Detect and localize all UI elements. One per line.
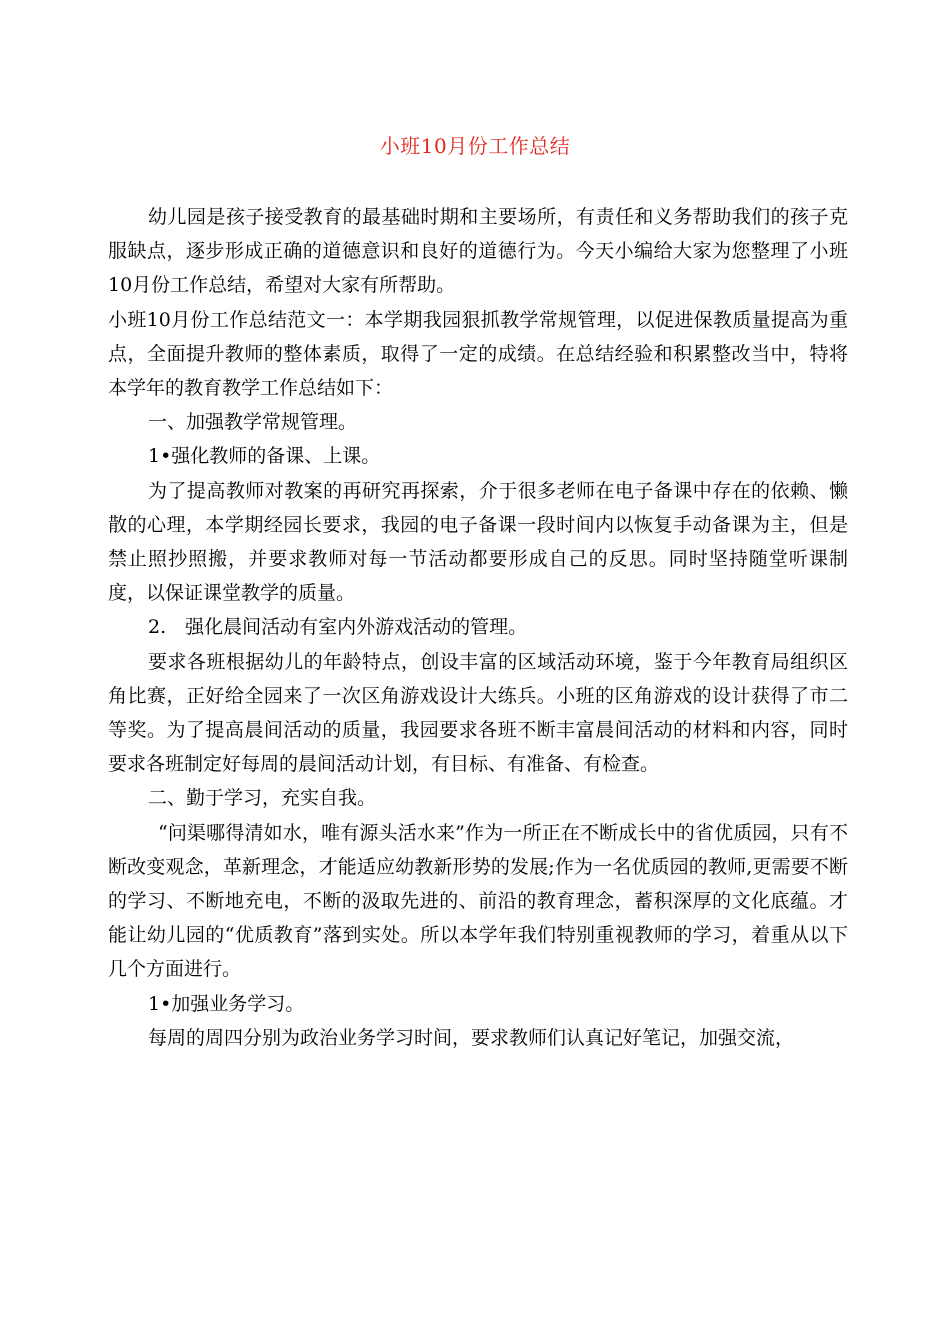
subheading-1-1: 1•强化教师的备课、上课。: [148, 445, 381, 468]
subheading-1-2: 2. 强化晨间活动有室内外游戏活动的管理。: [148, 616, 528, 639]
intro-paragraph: 幼儿园是孩子接受教育的最基础时期和主要场所，有责任和义务帮助我们的孩子克服缺点，逐步形成正确的道德意识和良好的道德行为。今天小编给大家为您整理了小班10月份工作总结，希望对大家有所帮助。: [108, 206, 848, 297]
document-body: [108, 200, 848, 1055]
section-heading-1: 一、加强教学常规管理。: [148, 411, 358, 434]
paragraph-learning: “问渠哪得清如水，唯有源头活水来”作为一所正在不断成长中的省优质园，只有不断改变观念，革新理念，才能适应幼教新形势的发展;作为一名优质园的教师,更需要不断的学习、不断地充电，不断的汲取先进的、前沿的教育理念，蓄积深厚的文化底蕴。才能让幼儿园的“优质教育”落到实处。所以本学年我们特别重视教师的学习，着重从以下几个方面进行。: [108, 821, 848, 981]
document-title: 小班10月份工作总结: [379, 134, 571, 158]
paragraph-morning-activities: 要求各班根据幼儿的年龄特点，创设丰富的区域活动环境，鉴于今年教育局组织区角比赛，正好给全园来了一次区角游戏设计大练兵。小班的区角游戏的设计获得了市二等奖。为了提高晨间活动的质量，我园要求各班不断丰富晨间活动的材料和内容，同时要求各班制定好每周的晨间活动计划，有目标、有准备、有检查。: [108, 650, 848, 776]
paragraph-example-one: 小班10月份工作总结范文一：本学期我园狠抓教学常规管理，以促进保教质量提高为重点，全面提升教师的整体素质，取得了一定的成绩。在总结经验和积累整改当中，特将本学年的教育教学工作总结如下：: [108, 308, 848, 400]
section-heading-2: 二、勤于学习，充实自我。: [148, 787, 377, 810]
paragraph-weekly-study: 每周的周四分别为政治业务学习时间，要求教师们认真记好笔记，加强交流，: [148, 1026, 795, 1049]
paragraph-lesson-prep: 为了提高教师对教案的再研究再探索，介于很多老师在电子备课中存在的依赖、懒散的心理，本学期经园长要求，我园的电子备课一段时间内以恢复手动备课为主，但是禁止照抄照搬，并要求教师对每一节活动都要形成自己的反思。同时坚持随堂听课制度，以保证课堂教学的质量。: [108, 479, 848, 605]
subheading-2-1: 1•加强业务学习。: [148, 992, 305, 1015]
